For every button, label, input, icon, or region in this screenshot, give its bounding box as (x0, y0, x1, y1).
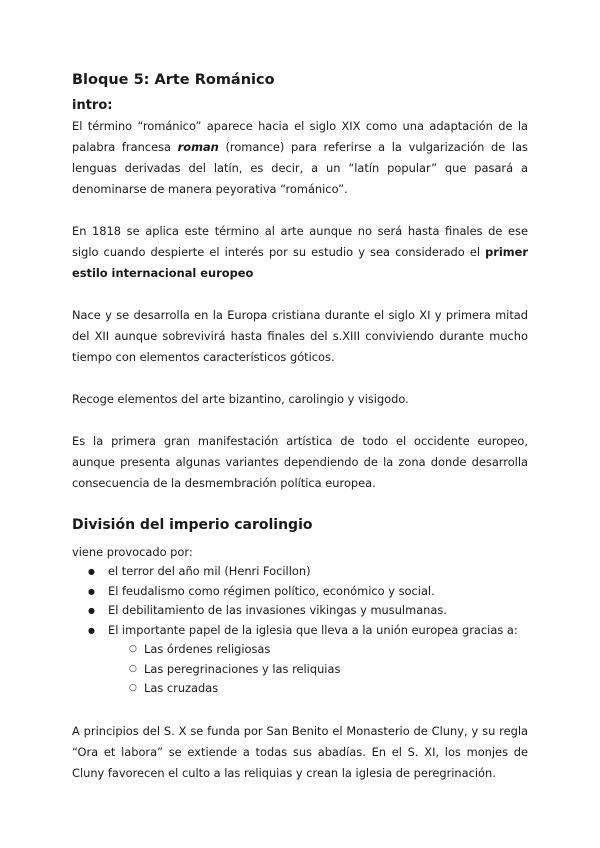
intro-heading: intro: (72, 98, 113, 113)
sublist-item: ○ Las órdenes religiosas (108, 640, 528, 660)
list-item: ● El debilitamiento de las invasiones vikingas y musulmanas. (72, 601, 528, 621)
paragraph-manifestation: Es la primera gran manifestación artística de todo el occidente europeo, aunque presenta algunas variantes dependiendo de la zona donde desarrolla consecuencia de la desmembración política europea. (72, 434, 528, 490)
list-item (72, 621, 528, 699)
causes-list (72, 562, 528, 699)
p2-bold-phrase: primer estilo internacional europeo (72, 245, 528, 280)
paragraph-1818 (72, 221, 528, 284)
paragraph-origin: Nace y se desarrolla en la Europa cristiana durante el siglo XI y primera mitad del XII aunque sobrevivirá hasta finales del s.XIII conviviendo durante mucho tiempo con elementos característicos góticos. (72, 308, 528, 364)
section-heading-carolingian: División del imperio carolingio (72, 517, 313, 533)
church-sublist (108, 640, 528, 699)
p2-text-a: En 1818 se aplica este término al arte aunque no será hasta finales de ese siglo cuando despierte el interés por su estudio y sea considerado el (72, 224, 528, 259)
page-title: Bloque 5: Arte Románico (72, 72, 275, 88)
sublist-item: ○ Las peregrinaciones y las reliquias (108, 660, 528, 680)
list-item: ● El feudalismo como régimen político, económico y social. (72, 582, 528, 602)
document-page (72, 70, 528, 805)
church-role-text: El importante papel de la iglesia que lleva a la unión europea gracias a: (108, 622, 518, 637)
sublist-item: ○ Las cruzadas (108, 679, 528, 699)
p1-text-c: (romance) para referirse a la vulgarización de las lenguas derivadas del latín, es decir, a un “latín popular” que pasará a denominarse de manera peyorativa “románico”. (72, 140, 528, 196)
p1-text-a: El término “románico” aparece hacia el siglo XIX como una adaptación de la palabra francesa (72, 119, 528, 154)
paragraph-romanico-term (72, 116, 528, 200)
list-item: ● el terror del año mil (Henri Focillon) (72, 562, 528, 582)
paragraph-cluny: A principios del S. X se funda por San Benito el Monasterio de Cluny, y su regla “Ora et labora” se extiende a todas sus abadías. En el S. XI, los monjes de Cluny favorecen el culto a las reliquias y crean la iglesia de peregrinación. (72, 723, 528, 780)
section-subtitle: viene provocado por: (72, 545, 193, 559)
paragraph-influences: Recoge elementos del arte bizantino, carolingio y visigodo. (72, 392, 409, 406)
causes-list-wrap (72, 562, 528, 699)
p1-roman-word: roman (177, 140, 219, 154)
